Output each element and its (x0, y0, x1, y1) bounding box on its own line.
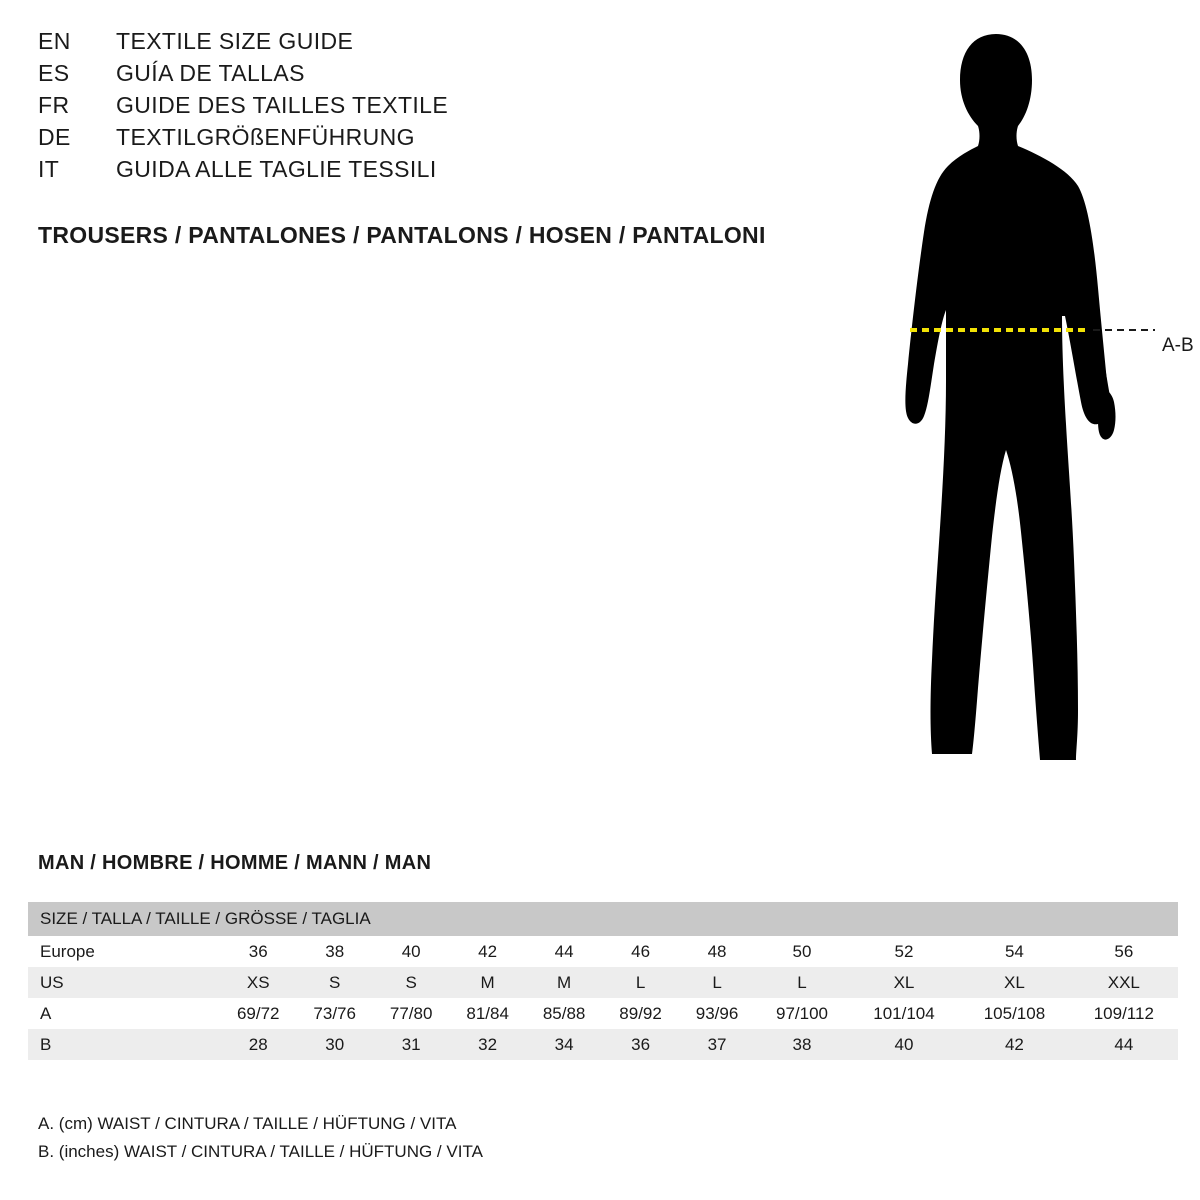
table-cell: 37 (707, 1034, 727, 1054)
table-cell: 93/96 (695, 1003, 739, 1023)
table-cell: 48 (707, 941, 727, 961)
man-silhouette-shape (905, 34, 1115, 760)
row-label: A (40, 1003, 52, 1023)
table-cell: 89/92 (619, 1003, 662, 1023)
row-label: Europe (40, 941, 95, 961)
table-cell: 46 (631, 941, 651, 961)
table-cell: 31 (401, 1034, 421, 1054)
table-cell: 69/72 (236, 1003, 280, 1023)
table-cell: 38 (325, 941, 345, 961)
table-section-title: MAN / HOMBRE / HOMME / MANN / MAN (38, 852, 432, 874)
table-cell: 42 (1004, 1034, 1024, 1054)
table-cell: XL (1004, 972, 1025, 992)
language-text: GUIDA ALLE TAGLIE TESSILI (116, 156, 437, 182)
table-cell: L (635, 972, 646, 992)
footnote-b: B. (inches) WAIST / CINTURA / TAILLE / HÜFTUNG / VITA (38, 1142, 483, 1161)
table-cell: 73/76 (313, 1003, 356, 1023)
table-cell: 36 (248, 941, 268, 961)
table-row (28, 1029, 1178, 1060)
footnote-a: A. (cm) WAIST / CINTURA / TAILLE / HÜFTUNG / VITA (38, 1114, 457, 1133)
table-cell: 50 (792, 941, 812, 961)
language-code: IT (38, 156, 60, 182)
size-table (28, 902, 1178, 1060)
table-cell: M (480, 972, 495, 992)
language-code: FR (38, 92, 70, 118)
measure-label-ab: A-B (1162, 335, 1194, 356)
table-cell: 109/112 (1093, 1003, 1154, 1023)
table-cell: L (712, 972, 722, 992)
language-text: TEXTILGRÖßENFÜHRUNG (116, 124, 415, 150)
table-cell: 81/84 (466, 1003, 509, 1023)
row-label: US (40, 972, 64, 992)
table-cell: 30 (325, 1034, 345, 1054)
table-cell: L (797, 972, 807, 992)
language-row (38, 28, 798, 60)
table-cell: 97/100 (776, 1003, 829, 1023)
table-row (28, 998, 1178, 1029)
table-cell: 40 (401, 941, 421, 961)
language-text: GUIDE DES TAILLES TEXTILE (116, 92, 449, 118)
table-cell: 85/88 (542, 1003, 586, 1023)
language-row (38, 124, 798, 156)
table-cell: 44 (1114, 1034, 1134, 1054)
table-row (28, 967, 1178, 998)
table-cell: 54 (1004, 941, 1024, 961)
language-row (38, 60, 798, 92)
language-code: EN (38, 28, 71, 54)
table-cell: XXL (1107, 972, 1140, 992)
table-cell: 101/104 (873, 1003, 935, 1023)
table-cell: 34 (554, 1034, 574, 1054)
table-cell: 56 (1114, 941, 1134, 961)
table-cell: 40 (894, 1034, 914, 1054)
language-code: DE (38, 124, 71, 150)
table-cell: S (405, 972, 417, 992)
table-header-row (28, 902, 1178, 936)
language-code: ES (38, 60, 70, 86)
language-row (38, 92, 798, 124)
table-cell: 44 (554, 941, 574, 961)
table-cell: 42 (478, 941, 498, 961)
table-cell: 28 (248, 1034, 268, 1054)
garment-type-title: TROUSERS / PANTALONES / PANTALONS / HOSEN / PANTALONI (38, 222, 766, 248)
table-cell: 105/108 (983, 1003, 1046, 1023)
table-cell: S (329, 972, 341, 992)
table-cell: 52 (894, 941, 914, 961)
table-cell: XL (893, 972, 915, 992)
figure-illustration (810, 20, 1194, 810)
language-list (38, 28, 798, 188)
table-header-label: SIZE / TALLA / TAILLE / GRÖSSE / TAGLIA (40, 909, 371, 928)
table-row (28, 936, 1178, 967)
table-cell: XS (246, 972, 270, 992)
language-text: TEXTILE SIZE GUIDE (116, 28, 354, 54)
table-cell: 36 (631, 1034, 651, 1054)
table-cell: 32 (478, 1034, 498, 1054)
table-cell: 77/80 (389, 1003, 433, 1023)
table-cell: M (557, 972, 572, 992)
table-cell: 38 (792, 1034, 812, 1054)
row-label: B (40, 1034, 52, 1054)
footnotes (38, 1110, 483, 1166)
language-row (38, 156, 798, 188)
language-text: GUÍA DE TALLAS (116, 60, 305, 86)
